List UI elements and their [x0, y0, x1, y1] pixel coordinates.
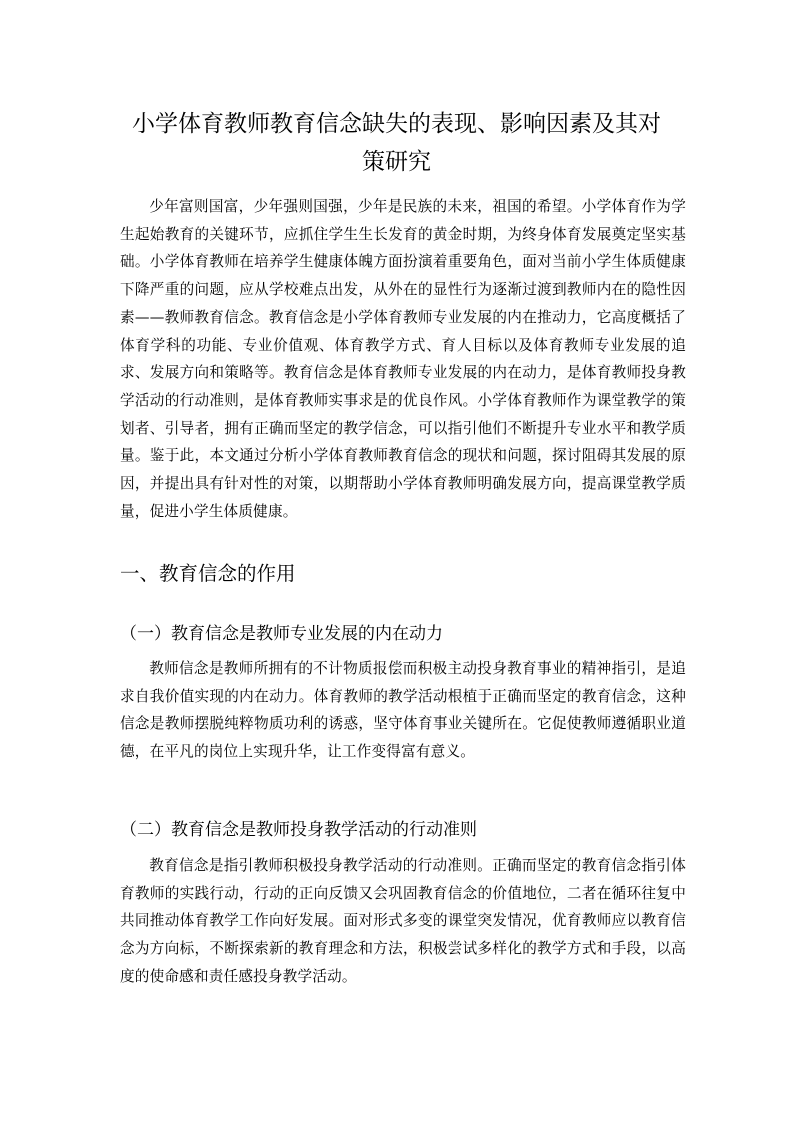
section-1-heading: 一、教育信念的作用: [120, 562, 296, 585]
document-title-line-1: 小学体育教师教育信念缺失的表现、影响因素及其对: [132, 111, 661, 137]
subsection-2-paragraph: 教育信念是指引教师积极投身教学活动的行动准则。正确而坚定的教育信念指引体育教师的实践行动，行动的正向反馈又会巩固教育信念的价值地位，二者在循环往复中共同推动体育教学工作向好发展。面对形式多变的课堂突发情况，优育教师应以教育信念为方向标，不断探索新的教育理念和方法，积极尝试多样化的教学方式和手段，以高度的使命感和责任感投身教学活动。: [120, 857, 686, 985]
document-title-line-2: 策研究: [362, 149, 431, 175]
intro-paragraph: 少年富则国富，少年强则国强，少年是民族的未来，祖国的希望。小学体育作为学生起始教育的关键环节，应抓住学生生长发育的黄金时期，为终身体育发展奠定坚实基础。小学体育教师在培养学生健康体魄方面扮演着重要角色，面对当前小学生体质健康下降严重的问题，应从学校难点出发，从外在的显性行为逐渐过渡到教师内在的隐性因素——教师教育信念。教育信念是小学体育教师专业发展的内在推动力，它高度概括了体育学科的功能、专业价值观、体育教学方式、育人目标以及体育教师专业发展的追求、发展方向和策略等。教育信念是体育教师专业发展的内在动力，是体育教师投身教学活动的行动准则，是体育教师实事求是的优良作风。小学体育教师作为课堂教学的策划者、引导者，拥有正确而坚定的教学信念，可以指引他们不断提升专业水平和教学质量。鉴于此，本文通过分析小学体育教师教育信念的现状和问题，探讨阻碍其发展的原因，并提出具有针对性的对策，以期帮助小学体育教师明确发展方向，提高课堂教学质量，促进小学生体质健康。: [120, 198, 686, 520]
subsection-1-paragraph: 教师信念是教师所拥有的不计物质报偿而积极主动投身教育事业的精神指引，是追求自我价值实现的内在动力。体育教师的教学活动根植于正确而坚定的教育信念，这种信念是教师摆脱纯粹物质功利的诱惑，坚守体育事业关键所在。它促使教师遵循职业道德，在平凡的岗位上实现升华，让工作变得富有意义。: [120, 660, 686, 761]
subsection-1-heading: （一）教育信念是教师专业发展的内在动力: [120, 624, 443, 644]
subsection-2-heading: （二）教育信念是教师投身教学活动的行动准则: [120, 820, 477, 840]
